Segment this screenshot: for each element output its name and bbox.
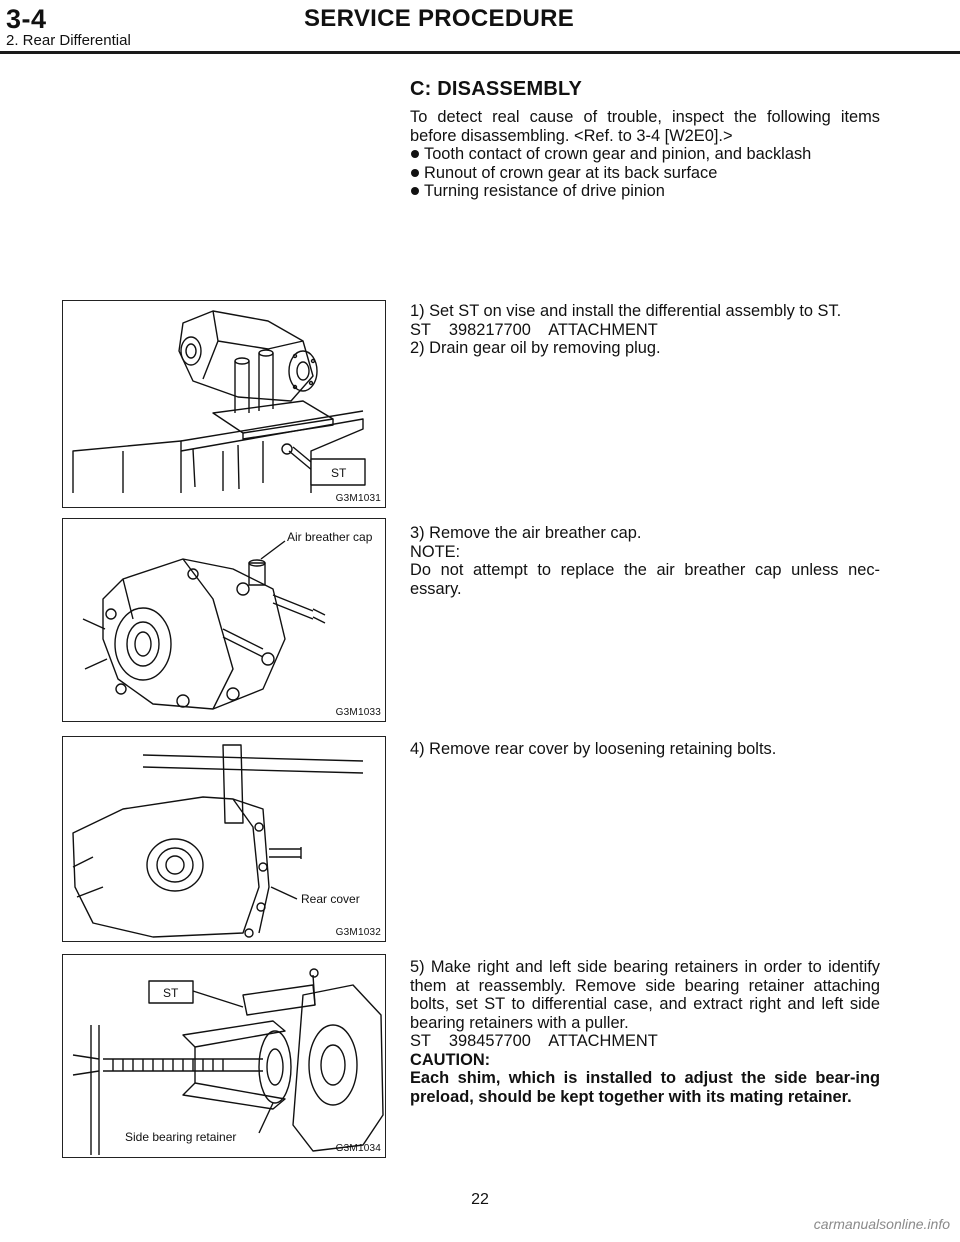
rear-cover-illustration bbox=[63, 737, 386, 942]
intro-block bbox=[410, 108, 880, 201]
page-number: 22 bbox=[471, 1191, 489, 1208]
side-bearing-retainer-puller-illustration bbox=[63, 955, 386, 1158]
step-line: 4) Remove rear cover by loosening retaining bolts. bbox=[410, 740, 777, 758]
step-line: 2) Drain gear oil by removing plug. bbox=[410, 339, 661, 357]
figure-g3m1031 bbox=[62, 300, 386, 508]
callout-rear-cover: Rear cover bbox=[301, 892, 360, 906]
callout-st: ST bbox=[331, 466, 347, 480]
figure-code: G3M1034 bbox=[335, 1143, 381, 1154]
step-line: 5) Make right and left side bearing retainers in order to identify them at reassembly. Remove side bearing retainer attaching bolts, set ST to differential case, and extract right and left side bearing retainers with a puller. bbox=[410, 958, 880, 1032]
figure-g3m1033 bbox=[62, 518, 386, 722]
st-part-line: ST 398457700 ATTACHMENT bbox=[410, 1032, 658, 1050]
step-3-text bbox=[410, 524, 880, 598]
bullet-item: Runout of crown gear at its back surface bbox=[410, 164, 880, 183]
step-line: 1) Set ST on vise and install the differential assembly to ST. bbox=[410, 302, 842, 320]
air-breather-cap-illustration bbox=[63, 519, 386, 722]
figure-code: G3M1033 bbox=[335, 707, 381, 718]
subsection-title: 2. Rear Differential bbox=[6, 32, 131, 49]
callout-st: ST bbox=[163, 986, 179, 1000]
section-number: 3-4 bbox=[6, 4, 47, 34]
figure-code: G3M1031 bbox=[335, 493, 381, 504]
intro-text: To detect real cause of trouble, inspect the following items before disassembling. <Ref. to 3-4 [W2E0].> bbox=[410, 108, 880, 145]
step-line: 3) Remove the air breather cap. bbox=[410, 524, 642, 542]
bullet-item: Turning resistance of drive pinion bbox=[410, 182, 880, 201]
caution-text: Each shim, which is installed to adjust the side bear-ing preload, should be kept together with its mating retainer. bbox=[410, 1069, 880, 1106]
header-rule bbox=[0, 51, 960, 54]
differential-on-vise-illustration bbox=[63, 301, 386, 508]
step-4-text bbox=[410, 740, 880, 759]
figure-code: G3M1032 bbox=[335, 927, 381, 938]
callout-air-breather-cap: Air breather cap bbox=[287, 530, 373, 544]
step-1-2-text bbox=[410, 302, 880, 358]
section-title: SERVICE PROCEDURE bbox=[304, 5, 575, 32]
note-text: Do not attempt to replace the air breather cap unless nec-essary. bbox=[410, 561, 880, 598]
st-part-line: ST 398217700 ATTACHMENT bbox=[410, 320, 658, 339]
step-5-text bbox=[410, 958, 880, 1106]
caution-label: CAUTION: bbox=[410, 1050, 491, 1069]
section-heading: C: DISASSEMBLY bbox=[410, 78, 583, 100]
figure-g3m1032 bbox=[62, 736, 386, 942]
figure-g3m1034 bbox=[62, 954, 386, 1158]
bullet-item: Tooth contact of crown gear and pinion, and backlash bbox=[410, 145, 880, 164]
watermark: carmanualsonline.info bbox=[813, 1216, 950, 1232]
callout-side-bearing-retainer: Side bearing retainer bbox=[125, 1130, 237, 1144]
note-label: NOTE: bbox=[410, 542, 461, 561]
